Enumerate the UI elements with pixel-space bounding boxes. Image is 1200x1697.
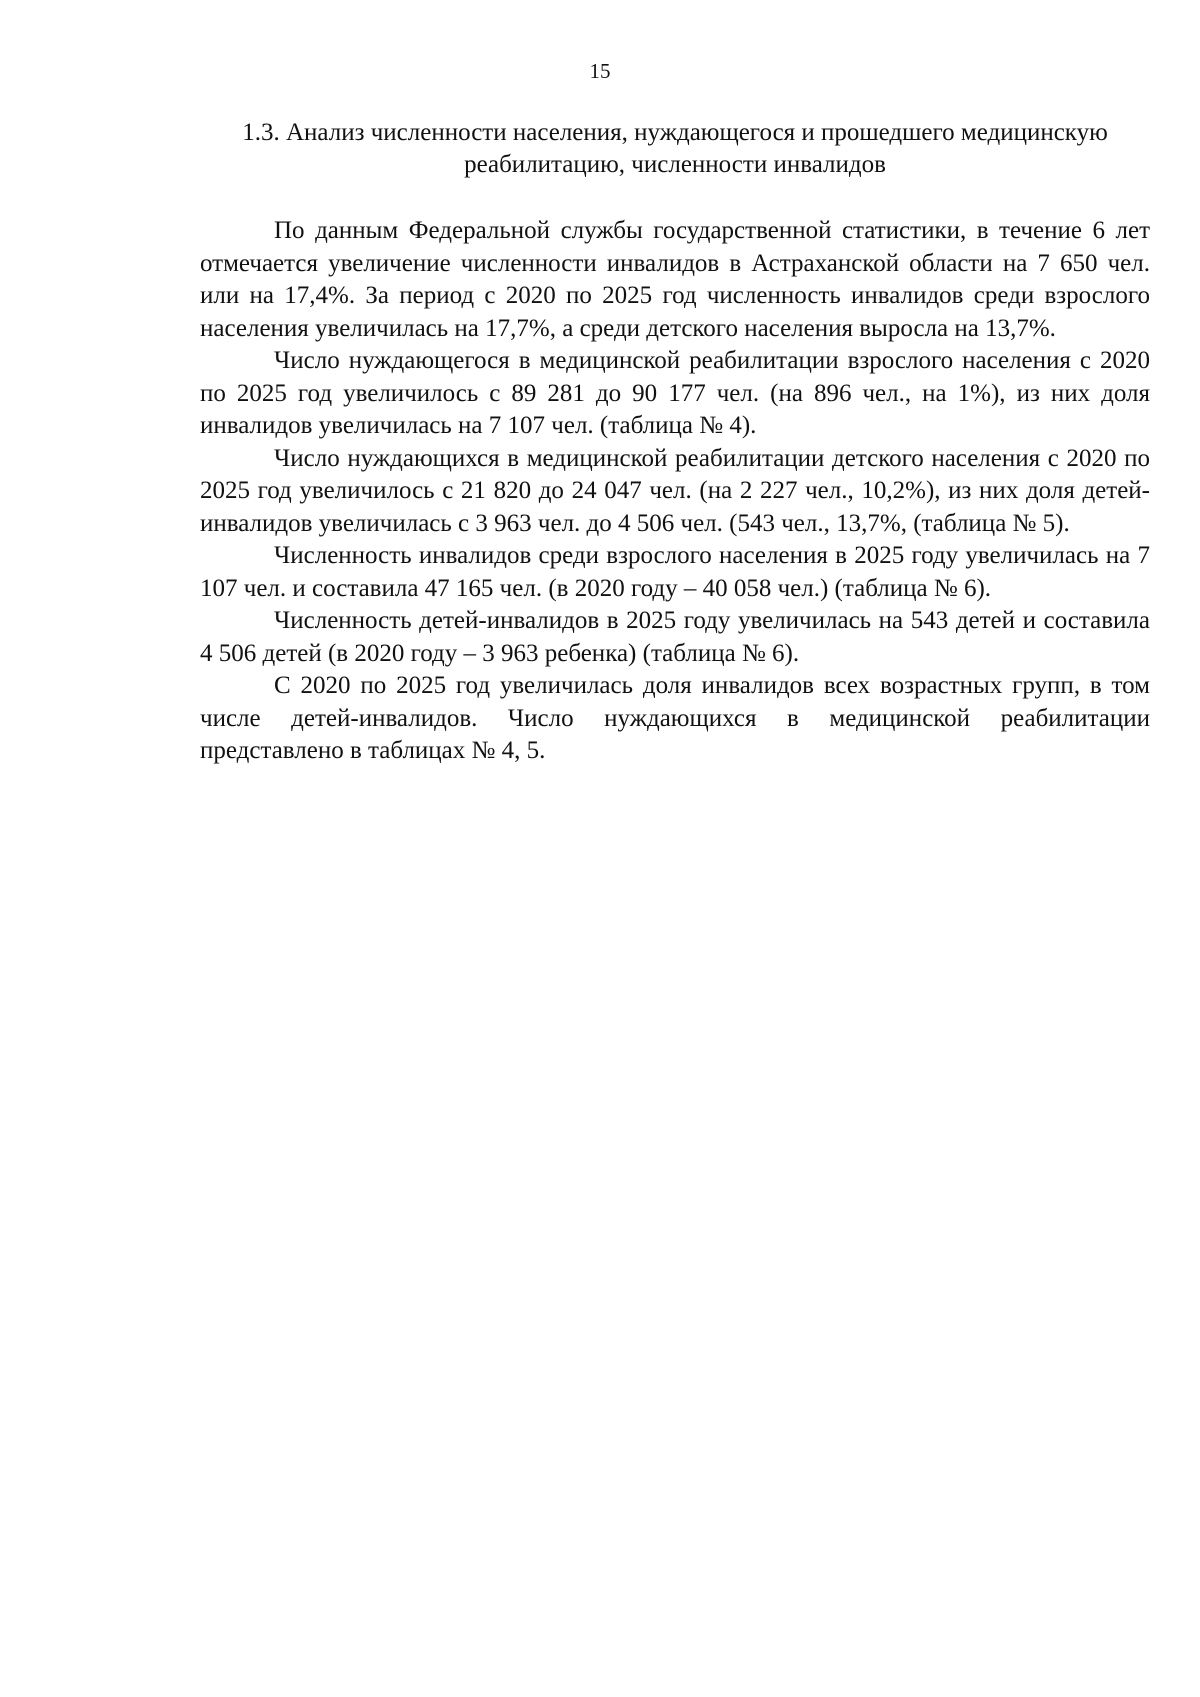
section-heading: 1.3. Анализ численности населения, нуждающегося и прошедшего медицинскую реабилитацию, численности инвалидов <box>242 119 1108 178</box>
paragraph-child-rehabilitation: Число нуждающихся в медицинской реабилитации детского населения с 2020 по 2025 год увеличилось с 21 820 до 24 047 чел. (на 2 227 чел., 10,2%), из них доля детей-инвалидов увеличилась с 3 963 чел. до 4 506 чел. (543 чел., 13,7%, (таблица № 5). <box>200 444 1150 537</box>
paragraph-disabled-children-count: Численность детей-инвалидов в 2025 году увеличилась на 543 детей и составила 4 506 детей (в 2020 году – 3 963 ребенка) (таблица № 6). <box>200 607 1150 667</box>
body-text <box>200 215 1150 768</box>
paragraph-summary: С 2020 по 2025 год увеличилась доля инвалидов всех возрастных групп, в том числе детей-инвалидов. Число нуждающихся в медицинской реабилитации представлено в таблицах № 4, 5. <box>200 672 1150 764</box>
paragraph-adult-rehabilitation: Число нуждающегося в медицинской реабилитации взрослого населения с 2020 по 2025 год увеличилось с 89 281 до 90 177 чел. (на 896 чел., на 1%), из них доля инвалидов увеличилась на 7 107 чел. (таблица № 4). <box>200 347 1150 439</box>
paragraph-adult-disabled-count: Численность инвалидов среди взрослого населения в 2025 году увеличилась на 7 107 чел. и составила 47 165 чел. (в 2020 году – 40 058 чел.) (таблица № 6). <box>200 542 1150 602</box>
page-number: 15 <box>589 59 611 83</box>
paragraph-disability-growth: По данным Федеральной службы государственной статистики, в течение 6 лет отмечается увеличение численности инвалидов в Астраханской области на 7 650 чел. или на 17,4%. За период с 2020 по 2025 год численность инвалидов среди взрослого населения увеличилась на 17,7%, а среди детского населения выросла на 13,7%. <box>200 217 1150 342</box>
